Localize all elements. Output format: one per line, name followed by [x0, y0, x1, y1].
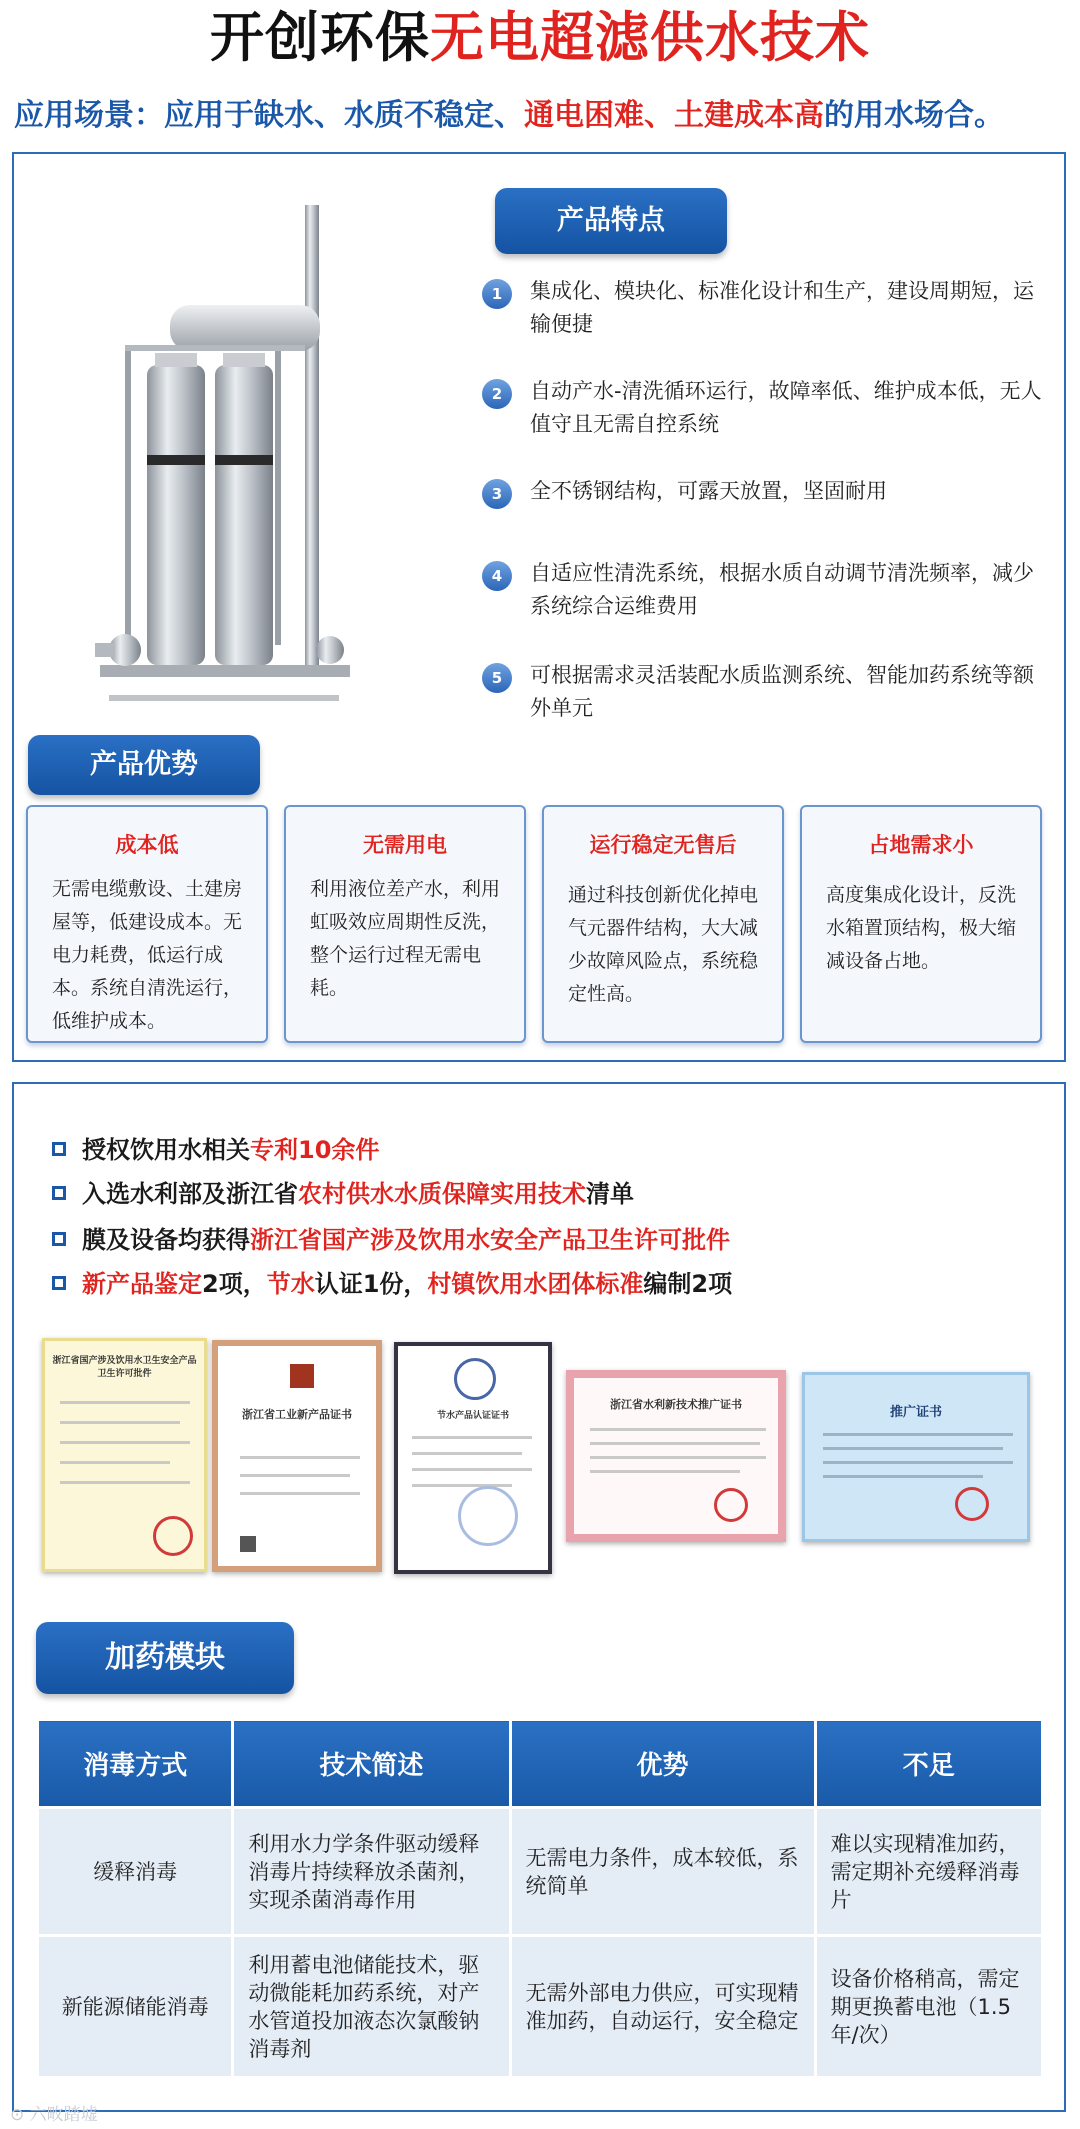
highlight-item: 新产品鉴定2项，节水认证1份，村镇饮用水团体标准编制2项 [52, 1266, 1052, 1302]
feature-item: 5 可根据需求灵活装配水质监测系统、智能加药系统等额外单元 [482, 659, 1042, 739]
card-text: 无需电缆敷设、土建房屋等，低建设成本。无电力耗费，低运行成本。系统自清洗运行，低维护成本。 [52, 878, 243, 1032]
application-scene: 应用场景：应用于缺水、水质不稳定、通电困难、土建成本高的用水场合。 [14, 98, 1004, 133]
number-badge: 4 [482, 561, 512, 591]
advantage-cards [26, 805, 1056, 1043]
certificate-hygiene-license: 浙江省国产涉及饮用水卫生安全产品卫生许可批件 [42, 1338, 207, 1572]
highlight-item: 授权饮用水相关专利10余件 [52, 1132, 1052, 1168]
certificate-promotion: 推广证书 [802, 1372, 1030, 1542]
column-header: 消毒方式 [38, 1720, 233, 1808]
square-bullet-icon [52, 1186, 66, 1200]
advantage-card [284, 805, 526, 1043]
card-text: 通过科技创新优化掉电气元器件结构，大大减少故障风险点，系统稳定性高。 [568, 884, 759, 1005]
logo-icon [454, 1358, 496, 1400]
card-title: 运行稳定无售后 [589, 833, 737, 857]
desc-cell: 利用蓄电池储能技术，驱动微能耗加药系统，对产水管道投加液态次氯酸钠消毒剂 [233, 1936, 510, 2078]
watermark-icon [458, 1486, 518, 1546]
card-text: 高度集成化设计，反洗水箱置顶结构，极大缩减设备占地。 [826, 884, 1017, 972]
desc-cell: 利用水力学条件驱动缓释消毒片持续释放杀菌剂，实现杀菌消毒作用 [233, 1808, 510, 1936]
watermark-logo-icon: ⊙ [10, 2105, 25, 2125]
advantage-card [542, 805, 784, 1043]
number-badge: 1 [482, 279, 512, 309]
pro-cell: 无需外部电力供应，可实现精准加药，自动运行，安全稳定 [510, 1936, 815, 2078]
square-bullet-icon [52, 1232, 66, 1246]
stamp-icon [955, 1487, 989, 1521]
method-cell: 新能源储能消毒 [38, 1936, 233, 2078]
method-cell: 缓释消毒 [38, 1808, 233, 1936]
card-title: 无需用电 [363, 833, 447, 857]
table-row [38, 1808, 1043, 1936]
dosing-table [36, 1718, 1044, 2079]
dosing-heading: 加药模块 [36, 1622, 294, 1694]
certificate-new-product: 浙江省工业新产品证书 [212, 1340, 382, 1572]
pro-cell: 无需电力条件，成本较低，系统简单 [510, 1808, 815, 1936]
certificate-water-tech: 浙江省水利新技术推广证书 [566, 1370, 786, 1542]
column-header: 不足 [815, 1720, 1042, 1808]
number-badge: 2 [482, 379, 512, 409]
features-heading: 产品特点 [495, 188, 727, 254]
square-bullet-icon [52, 1142, 66, 1156]
advantage-card [800, 805, 1042, 1043]
uf-device-image [95, 195, 355, 715]
emblem-icon [290, 1364, 314, 1388]
column-header: 技术简述 [233, 1720, 510, 1808]
watermark: ⊙ 六畋踏墟 [10, 2105, 98, 2125]
table-header-row [38, 1720, 1043, 1808]
advantage-card [26, 805, 268, 1043]
number-badge: 5 [482, 663, 512, 693]
certificate-water-saving: 节水产品认证证书 [394, 1342, 552, 1574]
highlight-item: 膜及设备均获得浙江省国产涉及饮用水安全产品卫生许可批件 [52, 1222, 1052, 1258]
feature-item: 2 自动产水-清洗循环运行，故障率低、维护成本低，无人值守且无需自控系统 [482, 375, 1042, 475]
stamp-icon [714, 1488, 748, 1522]
card-text: 利用液位差产水，利用虹吸效应周期性反洗，整个运行过程无需电耗。 [310, 878, 501, 999]
stamp-icon [153, 1516, 193, 1556]
con-cell: 难以实现精准加药，需定期补充缓释消毒片 [815, 1808, 1042, 1936]
highlight-item: 入选水利部及浙江省农村供水水质保障实用技术清单 [52, 1176, 1052, 1212]
feature-item: 3 全不锈钢结构，可露天放置，坚固耐用 [482, 475, 1042, 557]
advantages-heading: 产品优势 [28, 735, 260, 795]
page-title: 开创环保无电超滤供水技术 [210, 6, 870, 69]
features-list [482, 275, 1042, 739]
con-cell: 设备价格稍高，需定期更换蓄电池（1.5年/次） [815, 1936, 1042, 2078]
card-title: 成本低 [115, 833, 179, 857]
table-row [38, 1936, 1043, 2078]
number-badge: 3 [482, 479, 512, 509]
feature-item: 1 集成化、模块化、标准化设计和生产，建设周期短，运输便捷 [482, 275, 1042, 375]
square-bullet-icon [52, 1276, 66, 1290]
qr-code-icon [240, 1536, 256, 1552]
card-title: 占地需求小 [868, 833, 974, 857]
column-header: 优势 [510, 1720, 815, 1808]
feature-item: 4 自适应性清洗系统，根据水质自动调节清洗频率，减少系统综合运维费用 [482, 557, 1042, 659]
